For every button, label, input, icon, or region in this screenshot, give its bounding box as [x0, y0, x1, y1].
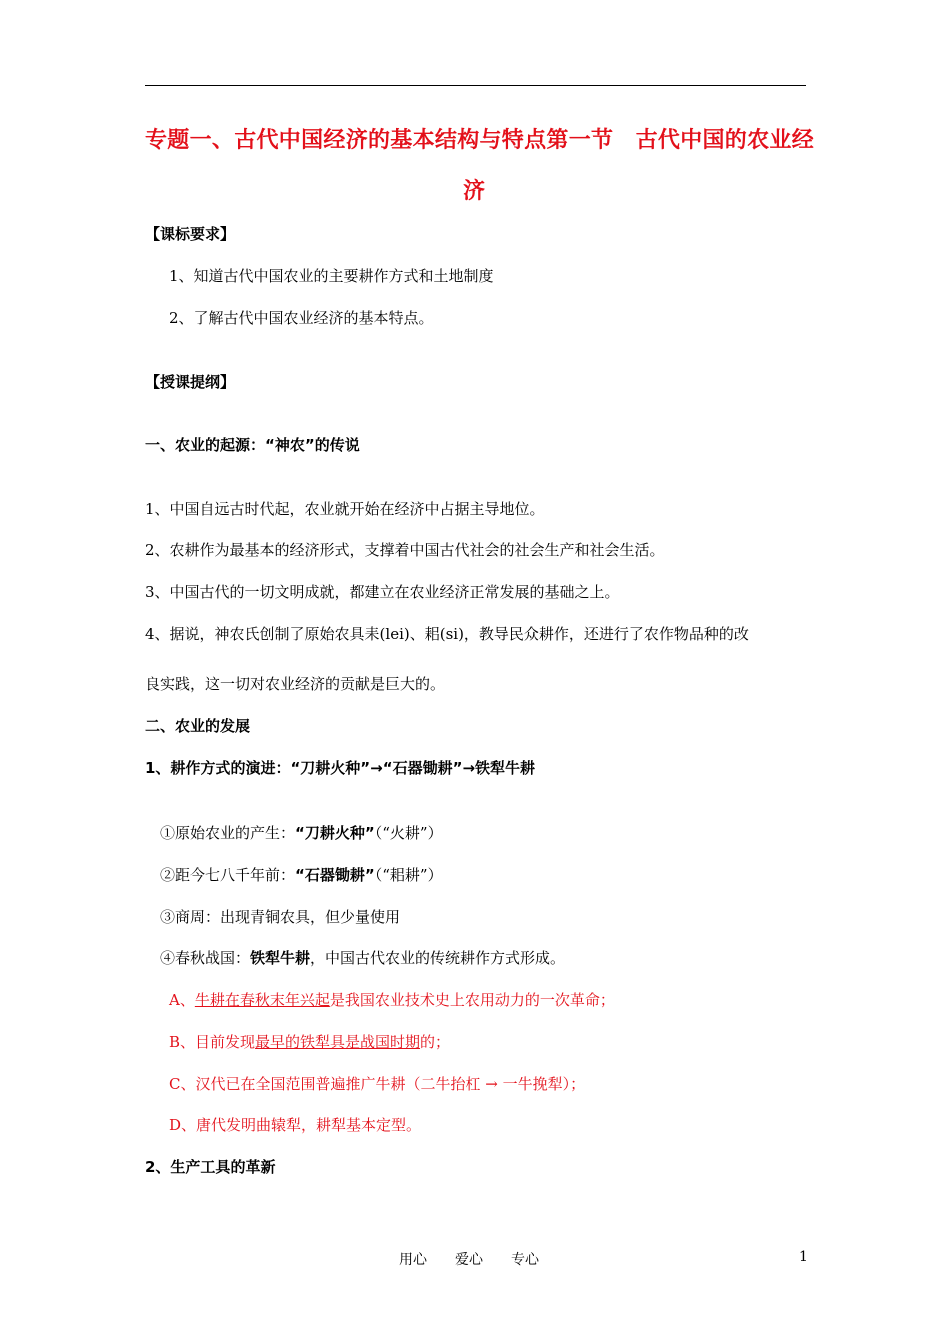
stage-2-prefix: ②距今七八千年前： — [160, 866, 296, 884]
note-b-underline: 最早的铁犁具是战国时期 — [255, 1033, 421, 1051]
stage-1-bold: “刀耕火种” — [295, 824, 375, 842]
section1-point-4: 4、据说，神农氏创制了原始农具耒(lei)、耜(si)，教导民众耕作，还进行了农作物品种的改 — [145, 625, 749, 643]
stage-3: ③商周：出现青铜农具，但少量使用 — [160, 908, 401, 926]
stage-4-prefix: ④春秋战国： — [160, 949, 251, 967]
note-b — [169, 1032, 450, 1052]
stage-1 — [160, 823, 443, 843]
stage-2 — [160, 865, 443, 885]
standards-item-2: 2、了解古代中国农业经济的基本特点。 — [169, 309, 434, 327]
standards-heading: 【课标要求】 — [145, 225, 236, 243]
stage-4 — [160, 948, 565, 968]
note-c: C、汉代已在全国范围普遍推广牛耕（二牛抬杠 → 一牛挽犁）； — [169, 1075, 586, 1093]
page-number: 1 — [799, 1249, 808, 1265]
outline-heading: 【授课提纲】 — [145, 373, 236, 391]
section2-heading: 二、农业的发展 — [145, 717, 251, 735]
note-d: D、唐代发明曲辕犁，耕犁基本定型。 — [169, 1116, 422, 1134]
note-a-prefix: A、 — [169, 991, 195, 1009]
stage-1-suffix: （“火耕”） — [374, 824, 443, 842]
section2-sub2-heading: 2、生产工具的革新 — [145, 1158, 276, 1176]
section2-sub1-heading: 1、耕作方式的演进：“刀耕火种”→“石器锄耕”→铁犁牛耕 — [145, 759, 536, 777]
section1-point-4-cont: 良实践，这一切对农业经济的贡献是巨大的。 — [145, 675, 446, 693]
note-b-prefix: B、目前发现 — [169, 1033, 256, 1051]
stage-4-bold: 铁犁牛耕 — [250, 949, 311, 967]
stage-1-prefix: ①原始农业的产生： — [160, 824, 296, 842]
section1-point-1: 1、中国自远古时代起，农业就开始在经济中占据主导地位。 — [145, 500, 545, 518]
document-title-line2: 济 — [463, 179, 486, 204]
document-title-line1: 专题一、古代中国经济的基本结构与特点第一节 古代中国的农业经 — [145, 128, 815, 153]
stage-2-suffix: （“耜耕”） — [374, 866, 443, 884]
standards-item-1: 1、知道古代中国农业的主要耕作方式和土地制度 — [169, 267, 494, 285]
footer-motto: 用心 爱心 专心 — [399, 1252, 539, 1268]
note-a-underline: 牛耕在春秋末年兴起 — [194, 991, 330, 1009]
stage-2-bold: “石器锄耕” — [295, 866, 375, 884]
note-a — [169, 990, 615, 1010]
stage-4-suffix: ，中国古代农业的传统耕作方式形成。 — [310, 949, 566, 967]
section1-point-2: 2、农耕作为最基本的经济形式，支撑着中国古代社会的社会生产和社会生活。 — [145, 541, 665, 559]
note-b-suffix: 的； — [420, 1033, 451, 1051]
header-rule — [145, 85, 806, 86]
section1-heading: 一、农业的起源：“神农”的传说 — [145, 436, 360, 454]
section1-point-3: 3、中国古代的一切文明成就，都建立在农业经济正常发展的基础之上。 — [145, 583, 620, 601]
note-a-suffix: 是我国农业技术史上农用动力的一次革命； — [329, 991, 615, 1009]
